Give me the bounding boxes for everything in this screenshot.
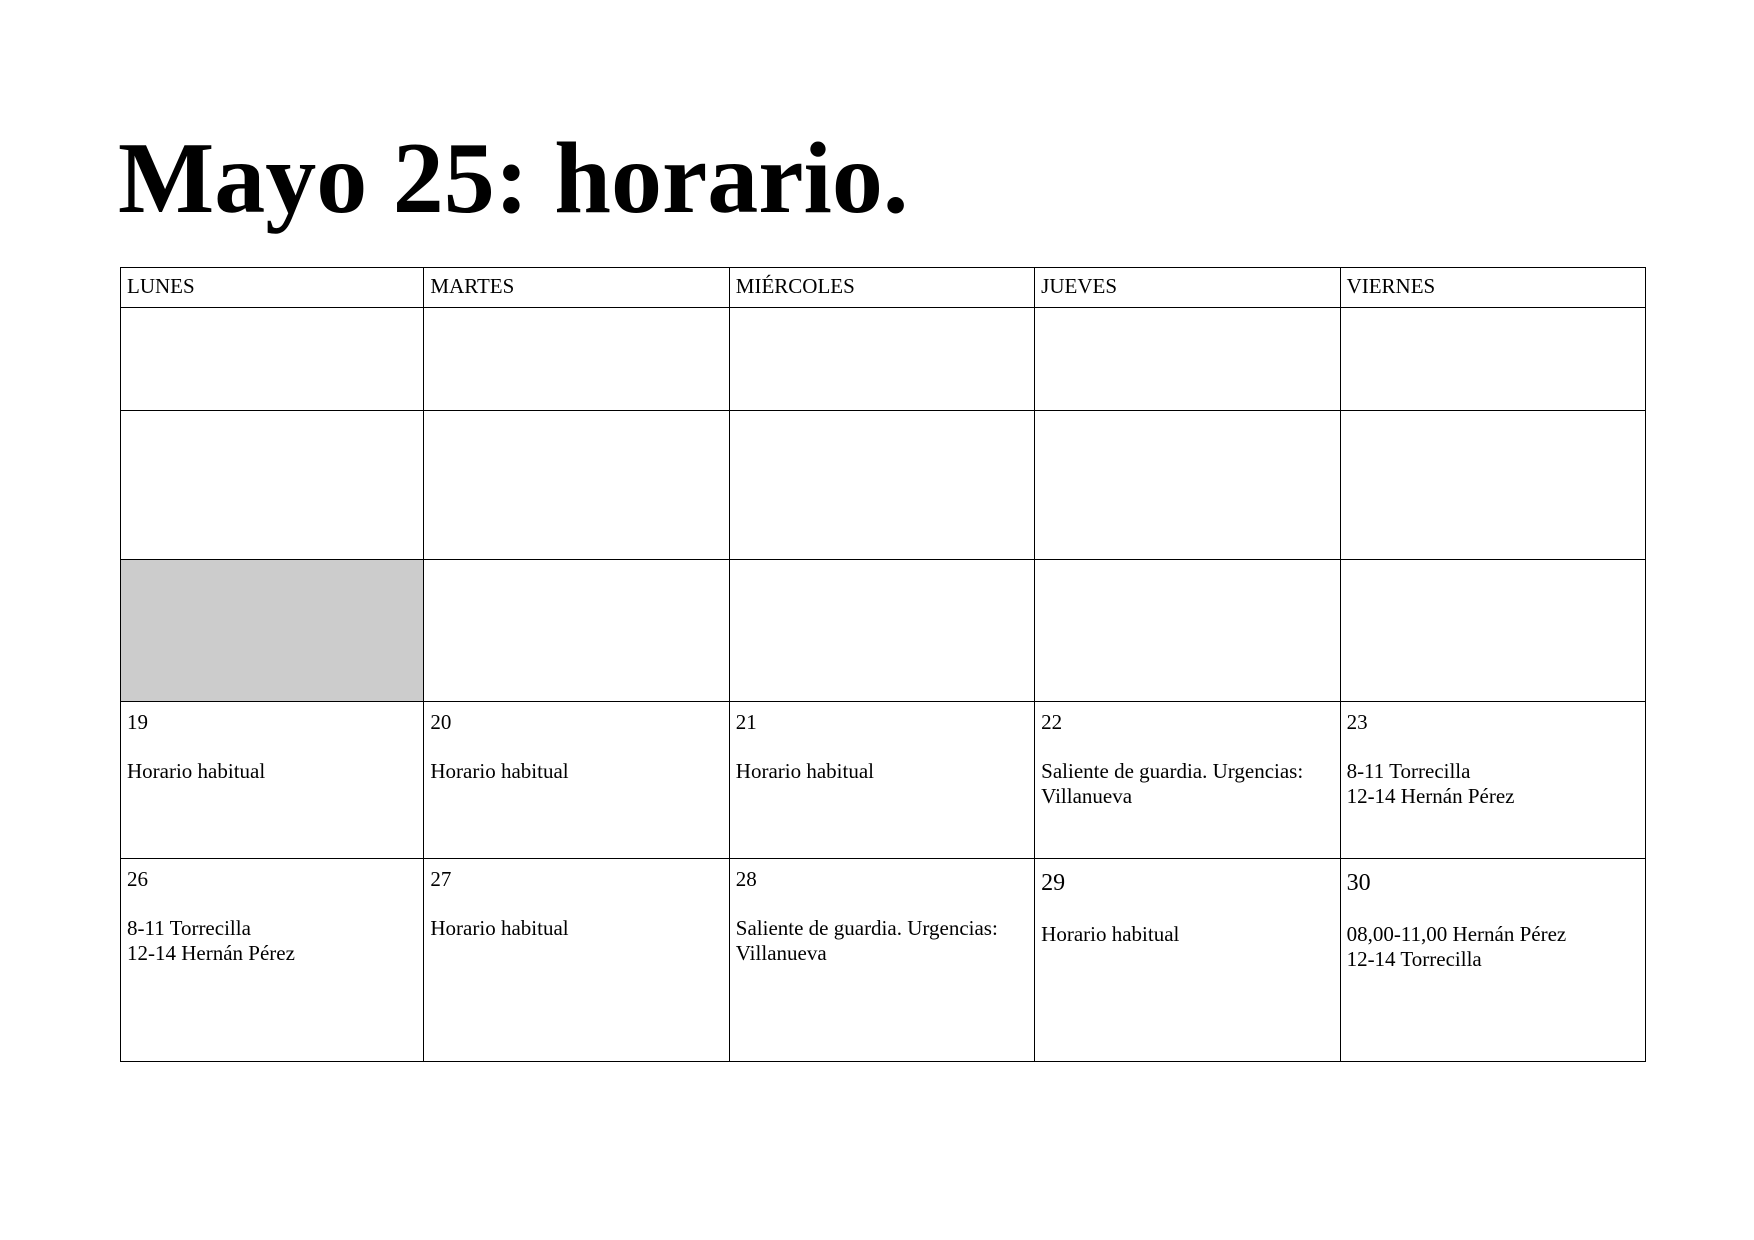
day-number: 19 <box>127 710 148 734</box>
day-cell-26 <box>121 859 424 1062</box>
week-row-19 <box>121 702 1646 859</box>
day-number: 20 <box>430 710 452 734</box>
day-number: 26 <box>127 867 148 891</box>
empty-day-cell <box>424 560 729 702</box>
empty-day-cell <box>1340 308 1645 411</box>
empty-week-row <box>121 308 1646 411</box>
empty-day-cell <box>1035 560 1340 702</box>
day-number: 28 <box>735 867 757 891</box>
day-schedule: 8-11 Torrecilla 12-14 Hernán Pérez <box>127 916 295 965</box>
day-cell-28 <box>729 859 1034 1062</box>
calendar-table <box>120 267 1646 1062</box>
empty-day-cell <box>1035 308 1340 411</box>
empty-day-cell <box>1035 411 1340 560</box>
day-schedule: Saliente de guardia. Urgencias: Villanueva <box>1041 759 1304 808</box>
day-number: 23 <box>1346 710 1368 734</box>
day-cell-19 <box>121 702 424 859</box>
empty-day-cell <box>1340 560 1645 702</box>
empty-day-cell <box>424 411 729 560</box>
weekday-header-martes: MARTES <box>424 268 729 308</box>
empty-day-cell <box>1340 411 1645 560</box>
weekday-header-row <box>121 268 1646 308</box>
empty-week-row <box>121 560 1646 702</box>
day-cell-20 <box>424 702 729 859</box>
empty-day-cell <box>121 308 424 411</box>
weekday-header-miercoles: MIÉRCOLES <box>729 268 1034 308</box>
weekday-header-lunes: LUNES <box>121 268 424 308</box>
day-schedule: Horario habitual <box>430 916 569 940</box>
day-cell-22 <box>1035 702 1340 859</box>
day-number: 29 <box>1041 870 1066 896</box>
day-number: 22 <box>1041 710 1063 734</box>
empty-day-cell <box>729 308 1034 411</box>
day-schedule: 08,00-11,00 Hernán Pérez 12-14 Torrecilla <box>1346 922 1567 971</box>
empty-day-cell <box>121 411 424 560</box>
empty-day-cell <box>729 560 1034 702</box>
day-number: 27 <box>430 867 452 891</box>
day-schedule: Horario habitual <box>430 759 569 783</box>
page-title: Mayo 25: horario. <box>118 122 909 235</box>
day-number: 21 <box>735 710 757 734</box>
empty-day-cell <box>729 411 1034 560</box>
empty-day-cell <box>424 308 729 411</box>
weekday-header-jueves: JUEVES <box>1035 268 1340 308</box>
empty-week-row <box>121 411 1646 560</box>
shaded-day-cell <box>121 560 424 702</box>
day-schedule: Horario habitual <box>735 759 874 783</box>
day-schedule: 8-11 Torrecilla 12-14 Hernán Pérez <box>1346 759 1515 808</box>
day-number: 30 <box>1346 870 1371 896</box>
week-row-26 <box>121 859 1646 1062</box>
day-cell-30 <box>1340 859 1645 1062</box>
weekday-header-viernes: VIERNES <box>1340 268 1645 308</box>
day-schedule: Saliente de guardia. Urgencias: Villanueva <box>735 916 998 965</box>
day-schedule: Horario habitual <box>127 759 266 783</box>
day-schedule: Horario habitual <box>1041 922 1180 946</box>
day-cell-27 <box>424 859 729 1062</box>
day-cell-23 <box>1340 702 1645 859</box>
day-cell-29 <box>1035 859 1340 1062</box>
day-cell-21 <box>729 702 1034 859</box>
